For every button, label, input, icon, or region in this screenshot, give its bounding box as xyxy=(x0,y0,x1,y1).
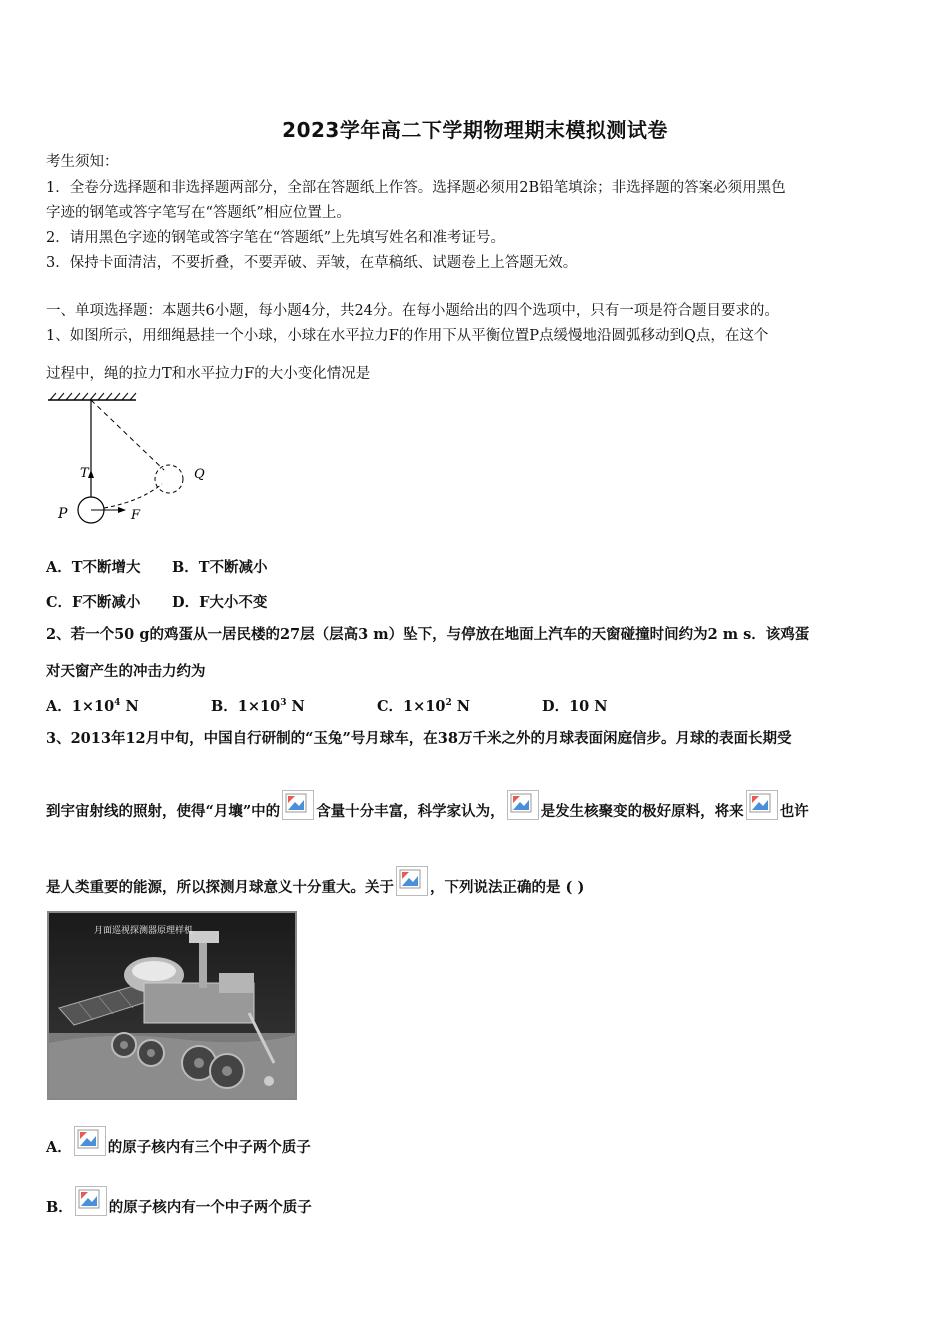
q2-option-d: D．10 N xyxy=(542,698,608,715)
figure-label-Q: Q xyxy=(194,467,205,482)
broken-image-icon xyxy=(507,790,539,820)
notice-item: 字迹的钢笔或答字笔写在“答题纸”相应位置上。 xyxy=(46,205,351,221)
question-1-text: 过程中，绳的拉力T和水平拉力F的大小变化情况是 xyxy=(46,366,371,382)
figure-label-F: F xyxy=(131,508,141,523)
question-1-text: 1、如图所示，用细绳悬挂一个小球，小球在水平拉力F的作用下从平衡位置P点缓慢地沿圆弧移动到Q点，在这个 xyxy=(46,328,769,344)
q3-option-a: A． 的原子核内有三个中子两个质子 xyxy=(46,1126,311,1158)
broken-image-icon xyxy=(746,790,778,820)
question-3-text: 3、2013年12月中旬，中国自行研制的“玉兔”号月球车，在38万千米之外的月球表面闲庭信步。月球的表面长期受 xyxy=(46,730,792,747)
broken-image-icon xyxy=(75,1186,107,1216)
broken-image-icon xyxy=(282,790,314,820)
section-heading: 一、单项选择题：本题共6小题，每小题4分，共24分。在每小题给出的四个选项中，只有一项是符合题目要求的。 xyxy=(46,303,779,319)
pendulum-figure xyxy=(44,392,224,532)
q2-option-c: C．$1\times 10^2$ N xyxy=(377,698,471,715)
photo-caption: 月面巡视探测器原理样机 xyxy=(94,926,194,936)
notice-item: 1．全卷分选择题和非选择题两部分，全部在答题纸上作答。选择题必须用2B铅笔填涂；非选择题的答案必须用黑色 xyxy=(46,180,786,196)
q2-option-b: B．$1\times 10^3$ N xyxy=(211,698,305,715)
q1-option-c: C．F不断减小 xyxy=(46,594,141,611)
question-3-text: 到宇宙射线的照射，使得“月壤”中的 含量十分丰富，科学家认为， 是发生核聚变的极好原料，将来 也许 xyxy=(46,790,809,822)
question-3-text: 是人类重要的能源，所以探测月球意义十分重大。关于 ，下列说法正确的是 ( ) xyxy=(46,866,584,898)
notice-item: 2．请用黑色字迹的钢笔或答字笔在“答题纸”上先填写姓名和准考证号。 xyxy=(46,230,506,246)
q1-option-a: A．T不断增大 xyxy=(46,559,141,576)
question-2-text: 对天窗产生的冲击力约为 xyxy=(46,663,206,680)
lunar-rover-photo xyxy=(47,911,297,1100)
broken-image-icon xyxy=(396,866,428,896)
q2-option-a: A．$1\times 10^4$ N xyxy=(46,698,139,715)
q1-option-b: B．T不断减小 xyxy=(172,559,268,576)
q1-option-d: D．F大小不变 xyxy=(172,594,268,611)
notice-item: 3．保持卡面清洁，不要折叠，不要弄破、弄皱，在草稿纸、试题卷上上答题无效。 xyxy=(46,255,578,271)
q3-option-b: B． 的原子核内有一个中子两个质子 xyxy=(46,1186,312,1218)
figure-label-T: T xyxy=(80,466,89,481)
figure-label-P: P xyxy=(58,506,68,522)
page-title: 2023学年高二下学期物理期末模拟测试卷 xyxy=(282,118,668,142)
notice-heading: 考生须知： xyxy=(46,154,119,170)
broken-image-icon xyxy=(74,1126,106,1156)
question-2-text: 2、若一个50 g的鸡蛋从一居民楼的27层（层高3 m）坠下，与停放在地面上汽车的天窗碰撞时间约为2 m s．该鸡蛋 xyxy=(46,626,810,643)
